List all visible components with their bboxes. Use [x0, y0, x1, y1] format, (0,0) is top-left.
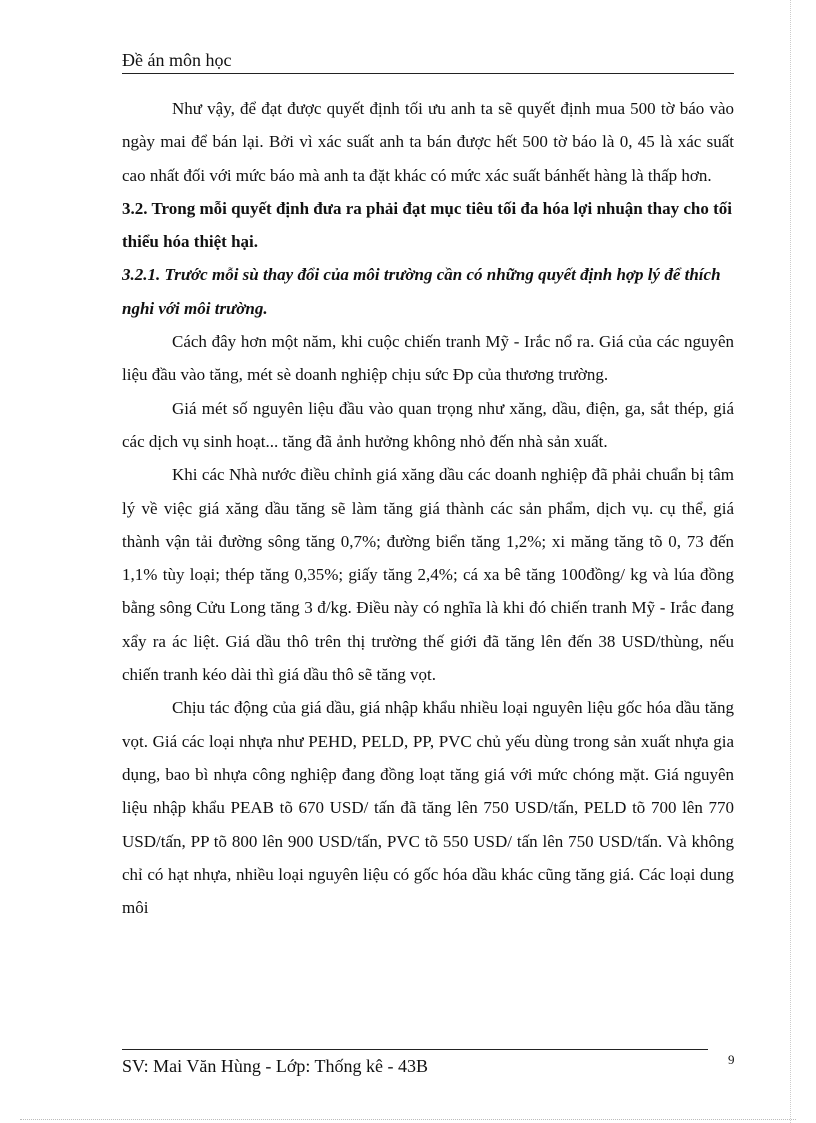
document-body	[122, 92, 734, 924]
page-bottom-border	[20, 1119, 796, 1120]
page-header-title: Đề án môn học	[122, 49, 734, 74]
page-number: 9	[728, 1052, 735, 1067]
paragraph-4: Khi các Nhà nước điều chỉnh giá xăng dầu các doanh nghiệp đã phải chuẩn bị tâm lý về việc giá xăng dầu tăng sẽ làm tăng giá thành các sản phẩm, dịch vụ. cụ thể, giá thành vận tải đường sông tăng 0,7%; đường biển tăng 1,2%; xi măng tăng tõ 0, 73 đến 1,1% tùy loại; thép tăng 0,35%; giấy tăng 2,4%; cá xa bê tăng 100đồng/ kg và lúa đồng bằng sông Cửu Long tăng 3 đ/kg. Điều này có nghĩa là khi đó chiến tranh Mỹ - Irắc đang xẩy ra ác liệt. Giá dầu thô trên thị trường thế giới đã tăng lên đến 38 USD/thùng, nếu chiến tranh kéo dài thì giá dầu thô sẽ tăng vọt.	[122, 465, 734, 685]
paragraph-3: Giá mét số nguyên liệu đầu vào quan trọng như xăng, dầu, điện, ga, sắt thép, giá các dịch vụ sinh hoạt... tăng đã ảnh hưởng không nhỏ đến nhà sản xuất.	[122, 398, 734, 451]
paragraph-5: Chịu tác động của giá dầu, giá nhập khẩu nhiều loại nguyên liệu gốc hóa dầu tăng vọt. Giá các loại nhựa như PEHD, PELD, PP, PVC chủ yếu dùng trong sản xuất nhựa gia dụng, bao bì nhựa công nghiệp đang đồng loạt tăng giá với mức chóng mặt. Giá nguyên liệu nhập khẩu PEAB tõ 670 USD/ tấn đã tăng lên 750 USD/tấn, PELD tõ 700 lên 770 USD/tấn, PP tõ 800 lên 900 USD/tấn, PVC tõ 550 USD/ tấn lên 750 USD/tấn. Và không chỉ có hạt nhựa, nhiều loại nguyên liệu có gốc hóa dầu khác cũng tăng giá. Các loại dung môi	[122, 698, 734, 918]
page-right-border	[790, 0, 791, 1123]
footer-divider	[122, 1049, 708, 1050]
paragraph-2: Cách đây hơn một năm, khi cuộc chiến tranh Mỹ - Irắc nổ ra. Giá của các nguyên liệu đầu vào tăng, mét sè doanh nghiệp chịu sức Ðp của thương trường.	[122, 332, 734, 385]
subsection-heading-3-2-1: 3.2.1. Trước mỗi sù thay đổi của môi trường cần có những quyết định hợp lý để thích nghi với môi trường.	[122, 265, 721, 318]
section-heading-3-2: 3.2. Trong mỗi quyết định đưa ra phải đạt mục tiêu tối đa hóa lợi nhuận thay cho tối thiểu hóa thiệt hại.	[122, 198, 733, 252]
paragraph-1: Như vậy, để đạt được quyết định tối ưu anh ta sẽ quyết định mua 500 tờ báo vào ngày mai để bán lại. Bởi vì xác suất anh ta bán được hết 500 tờ báo là 0, 45 là xác suất cao nhất đối với mức báo mà anh ta đặt khác có mức xác suất bánhết hàng là thấp hơn.	[122, 99, 734, 185]
footer-author: SV: Mai Văn Hùng - Lớp: Thống kê - 43B	[122, 1056, 428, 1076]
